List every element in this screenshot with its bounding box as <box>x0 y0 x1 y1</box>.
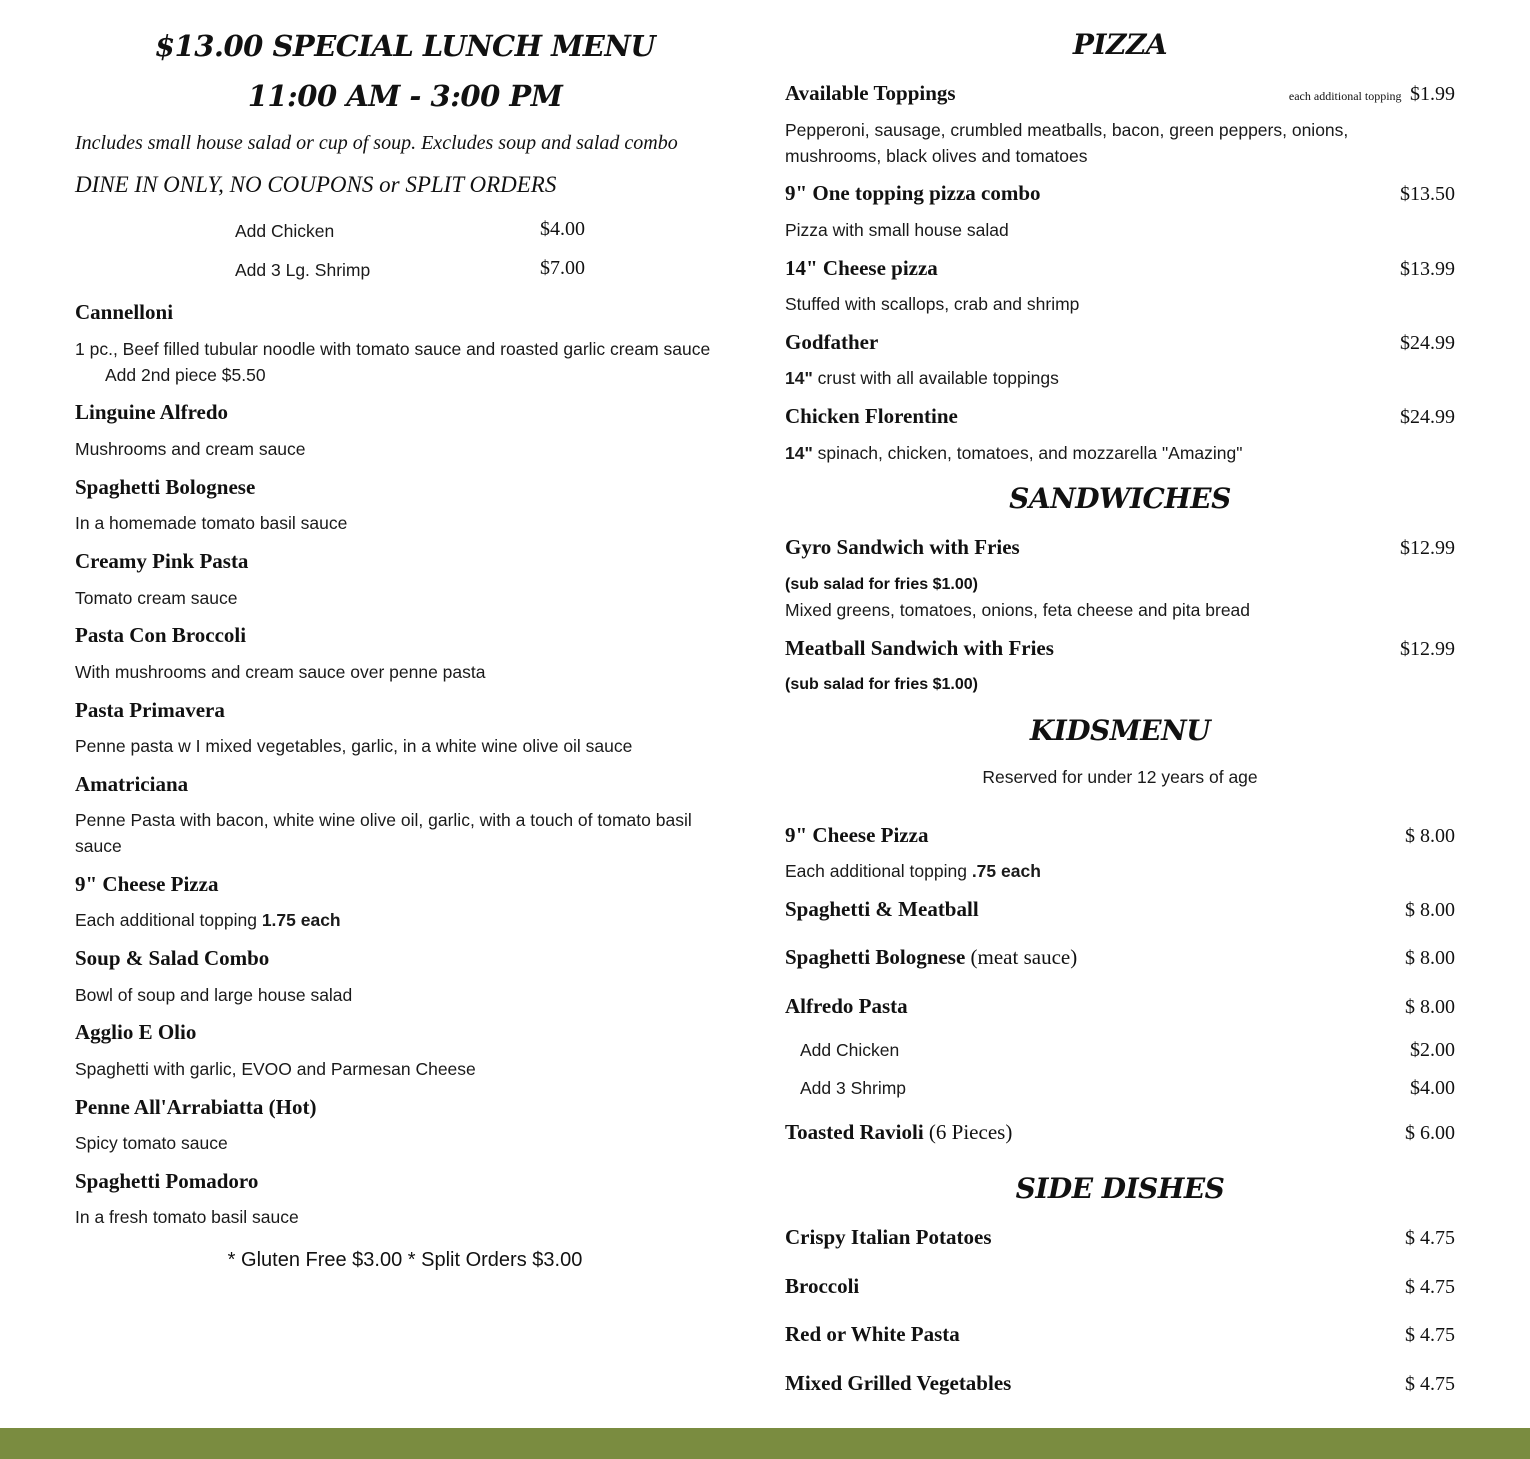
menu-item-name: 14" Cheese pizza <box>785 256 938 280</box>
menu-item-name: Chicken Florentine <box>785 404 958 428</box>
menu-item-desc: 1 pc., Beef filled tubular noodle with tomato sauce and roasted garlic cream sauce <box>75 339 711 359</box>
addon-label: Add 3 Shrimp <box>800 1078 907 1098</box>
pizza-toppings-header <box>785 80 1455 106</box>
pizza-section-title: PIZZA <box>1072 28 1168 61</box>
menu-item-row <box>785 255 1455 281</box>
toppings-label: Available Toppings <box>785 81 956 105</box>
desc-bold-text: 14" <box>785 443 813 463</box>
lunch-addon-chicken <box>235 218 585 244</box>
menu-item-name: Spaghetti Pomadoro <box>75 1169 259 1193</box>
menu-item-desc: Bowl of soup and large house salad <box>75 985 353 1005</box>
menu-item-name: 9" One topping pizza combo <box>785 181 1041 205</box>
desc-text: Each additional topping <box>785 861 972 881</box>
menu-item-name: Spaghetti Bolognese <box>75 475 256 499</box>
menu-item-name <box>785 1119 1012 1145</box>
lunch-footnote: * Gluten Free $3.00 * Split Orders $3.00 <box>227 1249 583 1271</box>
menu-item-name: Pasta Primavera <box>75 698 225 722</box>
menu-item-name: Agglio E Olio <box>75 1020 197 1044</box>
sides-section-title: SIDE DISHES <box>1015 1172 1225 1205</box>
name-suffix: (meat sauce) <box>965 945 1078 969</box>
desc-bold-text: 14" <box>785 368 813 388</box>
menu-item-name: Red or White Pasta <box>785 1322 960 1346</box>
menu-item-desc: Mixed greens, tomatoes, onions, feta cheese and pita bread <box>785 600 1251 620</box>
menu-item-row <box>785 944 1455 970</box>
menu-item-desc: Pizza with small house salad <box>785 220 1009 240</box>
menu-item-desc: Penne Pasta with bacon, white wine olive oil, garlic, with a touch of tomato basil sauce <box>75 810 692 856</box>
lunch-addon-shrimp <box>235 257 585 283</box>
addon-label: Add Chicken <box>235 221 335 241</box>
menu-item-price: $ 8.00 <box>1405 899 1455 921</box>
addon-price: $4.00 <box>1410 1077 1455 1099</box>
menu-item-price: $12.99 <box>1400 537 1455 559</box>
menu-item-desc: Spaghetti with garlic, EVOO and Parmesan Cheese <box>75 1059 476 1079</box>
addon-price: $2.00 <box>1410 1039 1455 1061</box>
menu-item-price: $ 8.00 <box>1405 947 1455 969</box>
menu-item-name: Soup & Salad Combo <box>75 946 270 970</box>
sandwiches-section-title: SANDWICHES <box>1009 482 1231 515</box>
menu-item-price: $ 4.75 <box>1405 1373 1455 1395</box>
toppings-list: Pepperoni, sausage, crumbled meatballs, bacon, green peppers, onions, mushrooms, black olives and tomatoes <box>785 120 1349 166</box>
menu-item-row <box>785 822 1455 848</box>
menu-item-name: Meatball Sandwich with Fries <box>785 636 1054 660</box>
toppings-price: $1.99 <box>1410 83 1455 105</box>
menu-item-desc: In a fresh tomato basil sauce <box>75 1207 299 1227</box>
menu-item-row <box>785 896 1455 922</box>
menu-item-name: Crispy Italian Potatoes <box>785 1225 992 1249</box>
menu-item-desc <box>785 858 1455 884</box>
toppings-note: each additional topping <box>1288 89 1402 103</box>
menu-item-name: Pasta Con Broccoli <box>75 623 247 647</box>
footer-bar <box>0 1428 1530 1459</box>
kids-addon-shrimp <box>800 1075 1455 1101</box>
menu-item-desc: Penne pasta w I mixed vegetables, garlic, in a white wine olive oil sauce <box>75 736 633 756</box>
menu-item-name: Creamy Pink Pasta <box>75 549 249 573</box>
menu-item-name: Alfredo Pasta <box>785 994 908 1018</box>
menu-item-name: Mixed Grilled Vegetables <box>785 1371 1012 1395</box>
menu-item-row <box>785 1273 1455 1299</box>
desc-bold-text: 1.75 each <box>261 910 341 930</box>
menu-item-price: $12.99 <box>1400 638 1455 660</box>
name-text: Toasted Ravioli <box>785 1120 924 1144</box>
addon-label: Add 3 Lg. Shrimp <box>235 260 371 280</box>
menu-item-desc <box>785 365 1455 391</box>
menu-item-name: 9" Cheese Pizza <box>75 872 219 896</box>
menu-item-name: Spaghetti & Meatball <box>785 897 979 921</box>
menu-item-name <box>785 944 1077 970</box>
menu-item-price: $13.50 <box>1400 183 1455 205</box>
menu-item-name: Gyro Sandwich with Fries <box>785 535 1020 559</box>
kids-addon-chicken <box>800 1037 1455 1063</box>
menu-item-row <box>785 1119 1455 1145</box>
menu-item-row <box>785 635 1455 661</box>
menu-item-name: Godfather <box>785 330 879 354</box>
menu-item-row <box>785 534 1455 560</box>
menu-item-sub-note: (sub salad for fries $1.00) <box>785 576 978 593</box>
menu-item-name: 9" Cheese Pizza <box>785 823 929 847</box>
menu-item-name: Cannelloni <box>75 300 174 324</box>
menu-item-price: $ 6.00 <box>1405 1122 1455 1144</box>
menu-item-sub-note: (sub salad for fries $1.00) <box>785 676 978 693</box>
menu-item-desc: Stuffed with scallops, crab and shrimp <box>785 294 1080 314</box>
menu-item-price: $ 4.75 <box>1405 1324 1455 1346</box>
menu-item-price: $24.99 <box>1400 332 1455 354</box>
menu-item-row <box>785 1370 1455 1396</box>
lunch-note-includes: Includes small house salad or cup of soup. Excludes soup and salad combo <box>75 132 678 154</box>
menu-item-price: $ 4.75 <box>1405 1227 1455 1249</box>
addon-price: $7.00 <box>540 257 585 279</box>
menu-item-name: Linguine Alfredo <box>75 400 229 424</box>
menu-item-desc <box>75 907 735 933</box>
menu-item-row <box>785 180 1455 206</box>
menu-item-name: Amatriciana <box>75 772 189 796</box>
desc-text: spinach, chicken, tomatoes, and mozzarella "Amazing" <box>812 443 1243 463</box>
menu-item-desc: Mushrooms and cream sauce <box>75 439 306 459</box>
menu-item-desc: With mushrooms and cream sauce over penne pasta <box>75 662 486 682</box>
lunch-note-dine-in: DINE IN ONLY, NO COUPONS or SPLIT ORDERS <box>75 172 557 197</box>
menu-item-price: $24.99 <box>1400 406 1455 428</box>
name-text: Spaghetti Bolognese <box>785 945 966 969</box>
name-suffix: (6 Pieces) <box>923 1120 1013 1144</box>
menu-item-row <box>785 993 1455 1019</box>
desc-bold-text: .75 each <box>971 861 1041 881</box>
desc-text: crust with all available toppings <box>812 368 1059 388</box>
addon-label: Add Chicken <box>800 1040 900 1060</box>
kids-section-title: KIDSMENU <box>1029 714 1211 747</box>
menu-item-desc <box>785 440 1455 466</box>
menu-item-price: $ 4.75 <box>1405 1276 1455 1298</box>
menu-item-price: $13.99 <box>1400 258 1455 280</box>
addon-price: $4.00 <box>540 218 585 240</box>
menu-item-price: $ 8.00 <box>1405 825 1455 847</box>
menu-item-price: $ 8.00 <box>1405 996 1455 1018</box>
lunch-hours: 11:00 AM - 3:00 PM <box>247 79 563 113</box>
menu-item-desc: In a homemade tomato basil sauce <box>75 513 348 533</box>
menu-item-row <box>785 1224 1455 1250</box>
kids-subtitle: Reserved for under 12 years of age <box>982 767 1258 787</box>
menu-item-row <box>785 329 1455 355</box>
desc-text: Each additional topping <box>75 910 262 930</box>
menu-item-desc: Tomato cream sauce <box>75 588 238 608</box>
menu-item-row <box>785 403 1455 429</box>
menu-item-extra: Add 2nd piece $5.50 <box>105 365 266 385</box>
menu-item-name: Broccoli <box>785 1274 860 1298</box>
menu-item-name: Penne All'Arrabiatta (Hot) <box>75 1095 317 1119</box>
lunch-menu-title: $13.00 SPECIAL LUNCH MENU <box>154 29 656 63</box>
menu-item-desc: Spicy tomato sauce <box>75 1133 228 1153</box>
menu-item-row <box>785 1321 1455 1347</box>
